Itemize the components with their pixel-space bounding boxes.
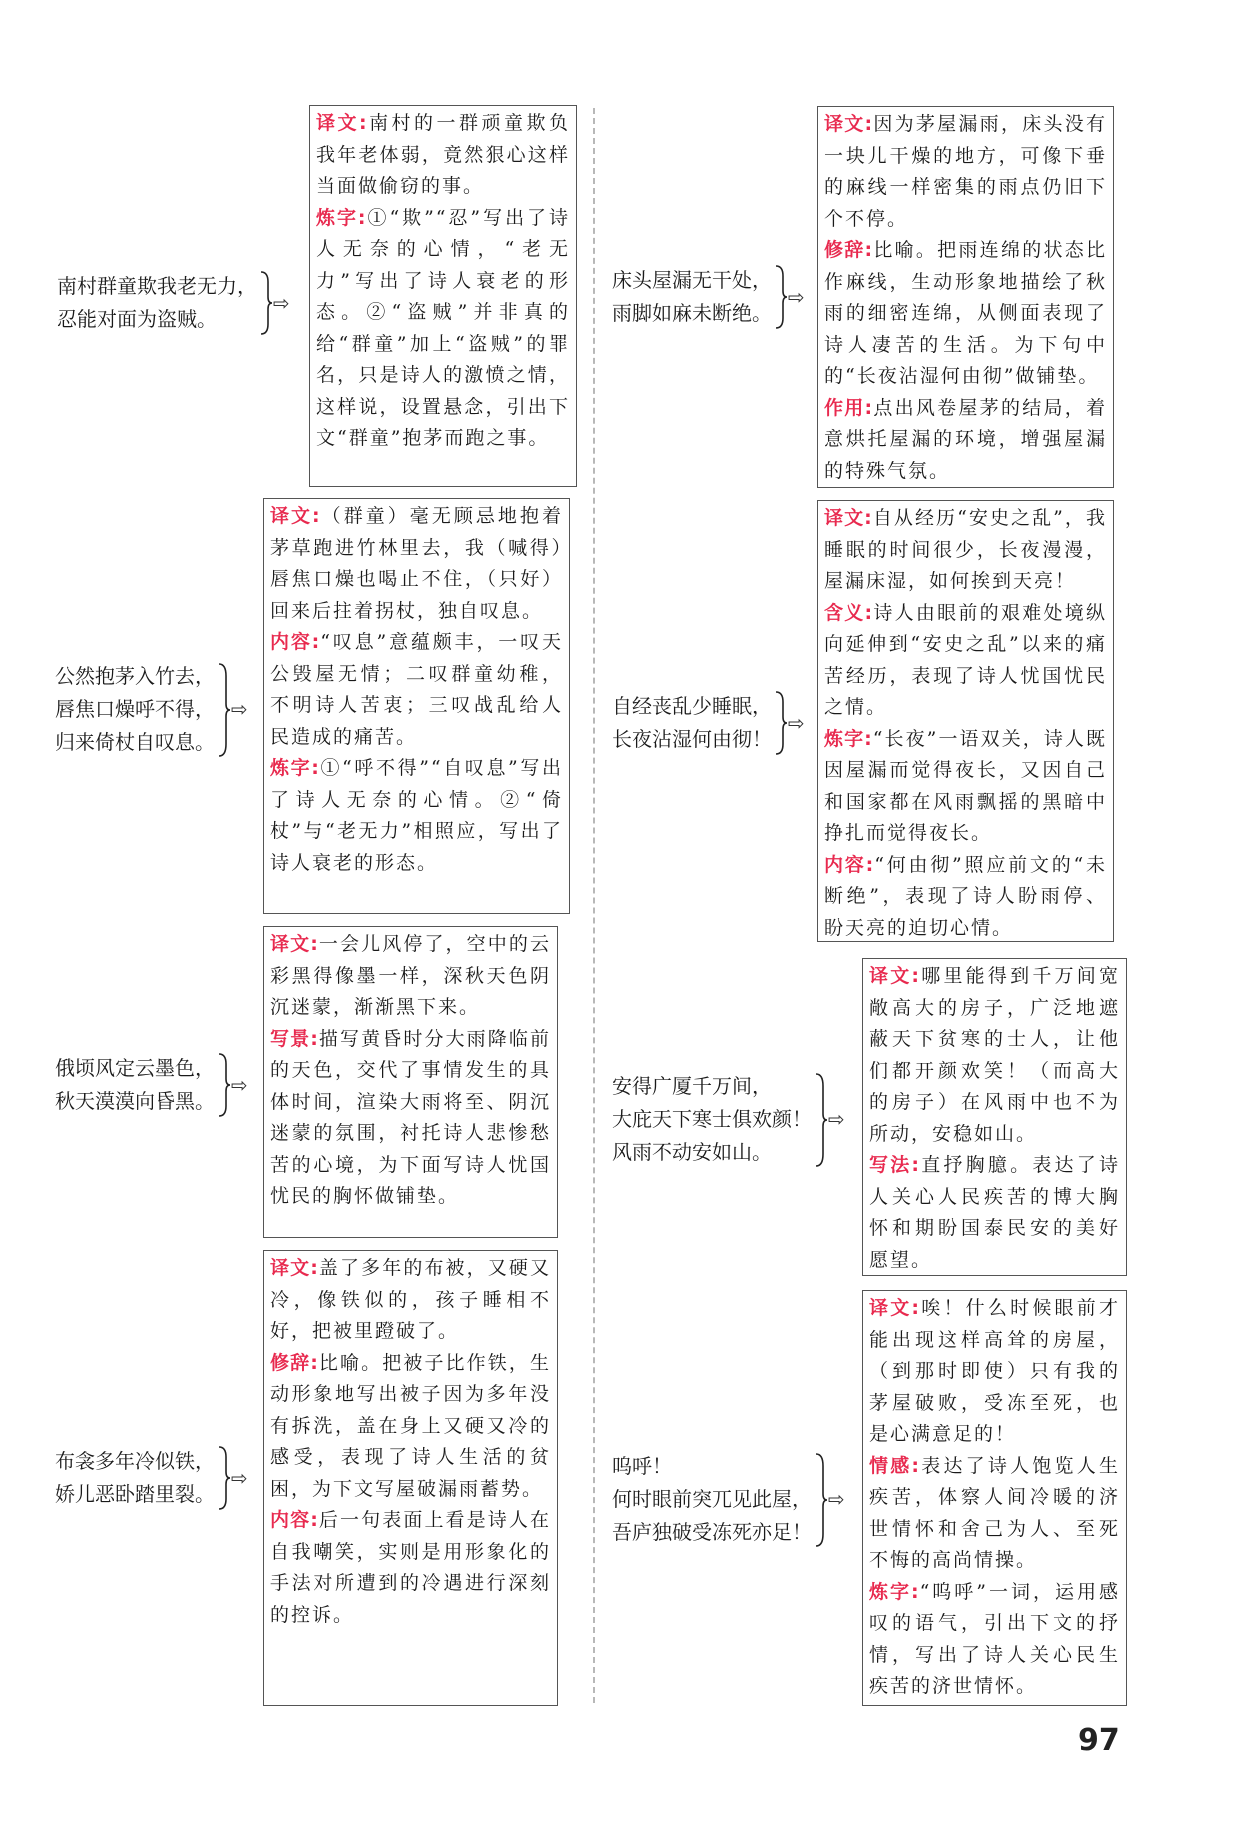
brace-icon — [217, 1445, 231, 1511]
note-label: 译文: — [270, 933, 319, 955]
note-label: 写法: — [869, 1154, 921, 1176]
note-label: 炼字: — [270, 757, 320, 779]
note-label: 修辞: — [824, 239, 874, 261]
arrow-right-icon: ⇨ — [788, 284, 805, 309]
note-label: 译文: — [869, 965, 921, 987]
verse-line: 长夜沾湿何由彻！ — [612, 727, 772, 751]
verse-line: 唇焦口燥呼不得， — [55, 697, 215, 721]
note-text: 盖了多年的布被，又硬又冷，像铁似的，孩子睡相不好，把被里蹬破了。 — [270, 1257, 551, 1342]
note-text: 后一句表面上看是诗人在自我嘲笑，实则是用形象化的手法对所遭到的冷遇进行深刻的控诉。 — [270, 1509, 551, 1626]
note-text: 描写黄昏时分大雨降临前的天色，交代了事情发生的具体时间，渲染大雨将至、阴沉迷蒙的氛围，衬托诗人悲惨愁苦的心境，为下面写诗人忧国忧民的胸怀做铺垫。 — [270, 1027, 551, 1207]
note-label: 修辞: — [270, 1351, 319, 1374]
column-divider — [593, 108, 595, 1703]
verse-line: 南村群童欺我老无力， — [57, 274, 257, 298]
note-label: 作用: — [824, 396, 874, 419]
arrow-right-icon: ⇨ — [788, 710, 805, 735]
note-label: 情感: — [869, 1454, 921, 1477]
verse-line: 秋天漠漠向昏黑。 — [55, 1089, 215, 1113]
brace-icon — [217, 662, 231, 758]
verse-block — [55, 660, 248, 759]
verse-line: 俄顷风定云墨色， — [55, 1056, 215, 1080]
note-label: 炼字: — [869, 1580, 920, 1603]
note-label: 译文: — [270, 505, 321, 527]
arrow-right-icon: ⇨ — [828, 1107, 845, 1131]
note-text: 诗人由眼前的艰难处境纵向延伸到“安史之乱”以来的痛苦经历，表现了诗人忧国忧民之情。 — [824, 601, 1107, 718]
note-label: 译文: — [824, 113, 874, 135]
note-label: 内容: — [270, 631, 321, 653]
note-text: 哪里能得到千万间宽敞高大的房子，广泛地遮蔽天下贫寒的士人，让他们都开颜欢笑！（而高大的房子）在风雨中也不为所动，安稳如山。 — [869, 965, 1120, 1145]
note-text: 比喻。把雨连绵的状态比作麻线，生动形象地描绘了秋雨的细密连绵，从侧面表现了诗人凄苦的生活。为下句中的“长夜沾湿何由彻”做铺垫。 — [824, 239, 1107, 387]
arrow-right-icon: ⇨ — [231, 1072, 248, 1097]
note-label: 内容: — [824, 853, 875, 876]
note-text: ①“呼不得”“自叹息”写出了诗人无奈的心情。②“倚杖”与“老无力”相照应，写出了诗人衰老的形态。 — [270, 757, 563, 874]
note-text: “何由彻”照应前文的“未断绝”，表现了诗人盼雨停、盼天亮的迫切心情。 — [824, 853, 1107, 939]
brace-icon — [217, 1052, 231, 1118]
brace-icon — [814, 1452, 828, 1548]
note-text: “呜呼”一词，运用感叹的语气，引出下文的抒情，写出了诗人关心民生疾苦的济世情怀。 — [869, 1580, 1120, 1697]
note-label: 含义: — [824, 601, 874, 624]
note-label: 译文: — [316, 112, 368, 134]
verse-line: 布衾多年冷似铁， — [55, 1449, 215, 1473]
verse-line: 归来倚杖自叹息。 — [55, 730, 215, 754]
brace-icon — [774, 690, 788, 756]
verse-line: 娇儿恶卧踏里裂。 — [55, 1482, 215, 1506]
verse-line: 风雨不动安如山。 — [612, 1140, 772, 1164]
verse-block — [55, 1052, 248, 1118]
annotation-box — [862, 958, 1127, 1276]
verse-block — [612, 690, 805, 756]
note-text: ①“欺”“忍”写出了诗人无奈的心情，“老无力”写出了诗人衰老的形态。②“盗贼”并非真的给“群童”加上“盗贼”的罪名，只是诗人的激愤之情，这样说，设置悬念，引出下文“群童”抱茅而跑之事。 — [316, 206, 570, 449]
verse-block — [612, 1070, 845, 1169]
arrow-right-icon: ⇨ — [231, 697, 248, 721]
annotation-box — [309, 105, 577, 487]
note-label: 写景: — [270, 1027, 319, 1050]
note-label: 内容: — [270, 1509, 319, 1531]
annotation-box — [263, 498, 570, 914]
note-text: 因为茅屋漏雨，床头没有一块儿干燥的地方，可像下垂的麻线一样密集的雨点仍旧下个不停。 — [824, 113, 1107, 230]
verse-line: 床头屋漏无干处， — [612, 268, 772, 292]
annotation-box — [817, 106, 1114, 488]
verse-line: 大庇天下寒士俱欢颜！ — [612, 1107, 812, 1131]
page-number: 97 — [1078, 1723, 1120, 1758]
arrow-right-icon: ⇨ — [231, 1465, 248, 1490]
brace-icon — [814, 1072, 828, 1168]
verse-block — [612, 264, 805, 330]
verse-line: 安得广厦千万间， — [612, 1074, 772, 1098]
note-text: 表达了诗人饱览人生疾苦，体察人间冷暖的济世情怀和舍己为人、至死不悔的高尚情操。 — [869, 1454, 1120, 1571]
verse-block — [612, 1450, 845, 1549]
note-text: “长夜”一语双关，诗人既因屋漏而觉得夜长，又因自己和国家都在风雨飘摇的黑暗中挣扎而觉得夜长。 — [824, 727, 1107, 844]
note-text: 南村的一群顽童欺负我年老体弱，竟然狠心这样当面做偷窃的事。 — [316, 112, 570, 197]
verse-line: 吾庐独破受冻死亦足！ — [612, 1520, 812, 1544]
verse-line: 雨脚如麻未断绝。 — [612, 301, 772, 325]
note-text: 比喻。把被子比作铁，生动形象地写出被子因为多年没有拆洗，盖在身上又硬又冷的感受，表现了诗人生活的贫困，为下文写屋破漏雨蓄势。 — [270, 1351, 551, 1500]
arrow-right-icon: ⇨ — [828, 1487, 845, 1511]
note-label: 炼字: — [824, 727, 873, 750]
verse-block — [55, 1445, 248, 1511]
verse-line: 何时眼前突兀见此屋， — [612, 1487, 812, 1511]
note-text: 直抒胸臆。表达了诗人关心人民疾苦的博大胸怀和期盼国泰民安的美好愿望。 — [869, 1154, 1120, 1271]
verse-line: 自经丧乱少睡眠， — [612, 694, 772, 718]
note-text: 一会儿风停了，空中的云彩黑得像墨一样，深秋天色阴沉迷蒙，渐渐黑下来。 — [270, 933, 551, 1018]
verse-line: 公然抱茅入竹去， — [55, 664, 215, 688]
note-text: 点出风卷屋茅的结局，着意烘托屋漏的环境，增强屋漏的特殊气氛。 — [824, 396, 1107, 482]
annotation-box — [263, 1250, 558, 1706]
note-label: 译文: — [869, 1297, 921, 1319]
brace-icon — [259, 270, 273, 336]
note-text: 自从经历“安史之乱”，我睡眠的时间很少，长夜漫漫，屋漏床湿，如何挨到天亮！ — [824, 507, 1107, 592]
note-text: “叹息”意蕴颇丰，一叹天公毁屋无情；二叹群童幼稚，不明诗人苦衷；三叹战乱给人民造成的痛苦。 — [270, 631, 563, 748]
annotation-box — [817, 500, 1114, 942]
note-text: 唉！什么时候眼前才能出现这样高耸的房屋，（到那时即使）只有我的茅屋破败，受冻至死，也是心满意足的！ — [869, 1297, 1120, 1445]
note-text: （群童）毫无顾忌地抱着茅草跑进竹林里去，我（喊得）唇焦口燥也喝止不住，（只好）回来后拄着拐杖，独自叹息。 — [270, 505, 563, 622]
verse-line: 忍能对面为盗贼。 — [57, 307, 217, 331]
annotation-box — [862, 1290, 1127, 1706]
arrow-right-icon: ⇨ — [273, 290, 290, 315]
note-label: 译文: — [270, 1257, 319, 1279]
brace-icon — [774, 264, 788, 330]
verse-block — [57, 270, 290, 336]
annotation-box — [263, 926, 558, 1238]
note-label: 炼字: — [316, 206, 367, 229]
verse-line: 呜呼！ — [612, 1454, 672, 1478]
note-label: 译文: — [824, 507, 873, 529]
